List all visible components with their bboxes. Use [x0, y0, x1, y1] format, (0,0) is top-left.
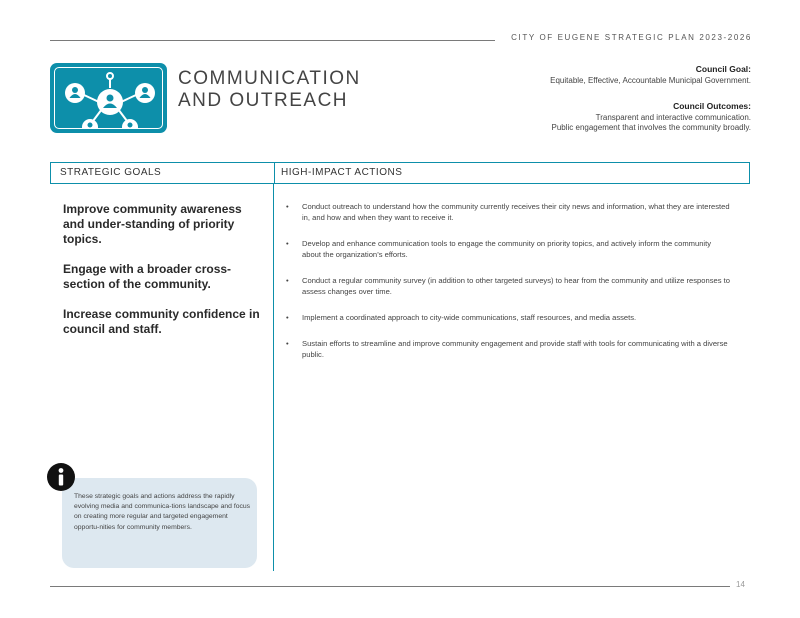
page-title	[178, 68, 361, 112]
bottom-rule	[50, 586, 730, 587]
action-item	[282, 275, 732, 297]
bullet-icon: •	[286, 339, 289, 348]
info-text: These strategic goals and actions address the rapidly evolving media and communica-tions landscape and focus on creating more regular and targeted engagement opportu-nities for community members.	[74, 493, 251, 531]
council-outcome: Public engagement that involves the community broadly.	[551, 123, 751, 132]
top-rule	[50, 40, 495, 41]
council-goal-label: Council Goal:	[695, 64, 751, 74]
info-callout	[62, 478, 257, 568]
bullet-icon: •	[286, 202, 289, 211]
high-impact-actions-header: HIGH-IMPACT ACTIONS	[281, 167, 403, 178]
action-text: Conduct outreach to understand how the community currently receives their city news and information, what they are interested in, and how and when they want to receive it.	[302, 202, 730, 222]
action-item	[282, 338, 732, 360]
action-text: Implement a coordinated approach to city-wide communications, staff resources, and media assets.	[302, 313, 637, 322]
high-impact-actions-list	[282, 201, 732, 375]
page-number: 14	[736, 580, 745, 589]
council-outcomes-label: Council Outcomes:	[673, 101, 751, 111]
info-icon	[47, 463, 75, 491]
column-divider	[274, 163, 275, 184]
running-header: CITY OF EUGENE STRATEGIC PLAN 2023-2026	[511, 33, 752, 42]
goal-item: Improve community awareness and under-standing of priority topics.	[63, 202, 242, 246]
action-text: Conduct a regular community survey (in addition to other targeted surveys) to hear from the community and utilize responses to assess changes over time.	[302, 276, 730, 296]
strategic-goals-header: STRATEGIC GOALS	[60, 167, 162, 178]
council-goal-text: Equitable, Effective, Accountable Municipal Government.	[550, 75, 751, 85]
action-item	[282, 238, 732, 260]
page-title-line2: AND OUTREACH	[178, 90, 349, 111]
action-item	[282, 312, 732, 323]
council-info	[470, 64, 751, 134]
bullet-icon: •	[286, 239, 289, 248]
bullet-icon: •	[286, 313, 289, 322]
council-outcome: Transparent and interactive communication.	[595, 112, 751, 122]
action-text: Develop and enhance communication tools to engage the community on priority topics, and actively inform the community about the organization’s efforts.	[302, 239, 712, 259]
community-network-icon	[54, 67, 163, 129]
page-title-line1: COMMUNICATION	[178, 68, 361, 89]
column-divider-line	[273, 184, 274, 571]
goal-item: Increase community confidence in council and staff.	[63, 307, 260, 336]
strategic-goals-list	[63, 202, 263, 352]
section-logo	[50, 63, 167, 133]
bullet-icon: •	[286, 276, 289, 285]
goal-item: Engage with a broader cross-section of the community.	[63, 262, 232, 291]
action-item	[282, 201, 732, 223]
action-text: Sustain efforts to streamline and improve community engagement and provide staff with tools for communicating with a diverse public.	[302, 339, 728, 359]
table-header	[50, 162, 750, 184]
